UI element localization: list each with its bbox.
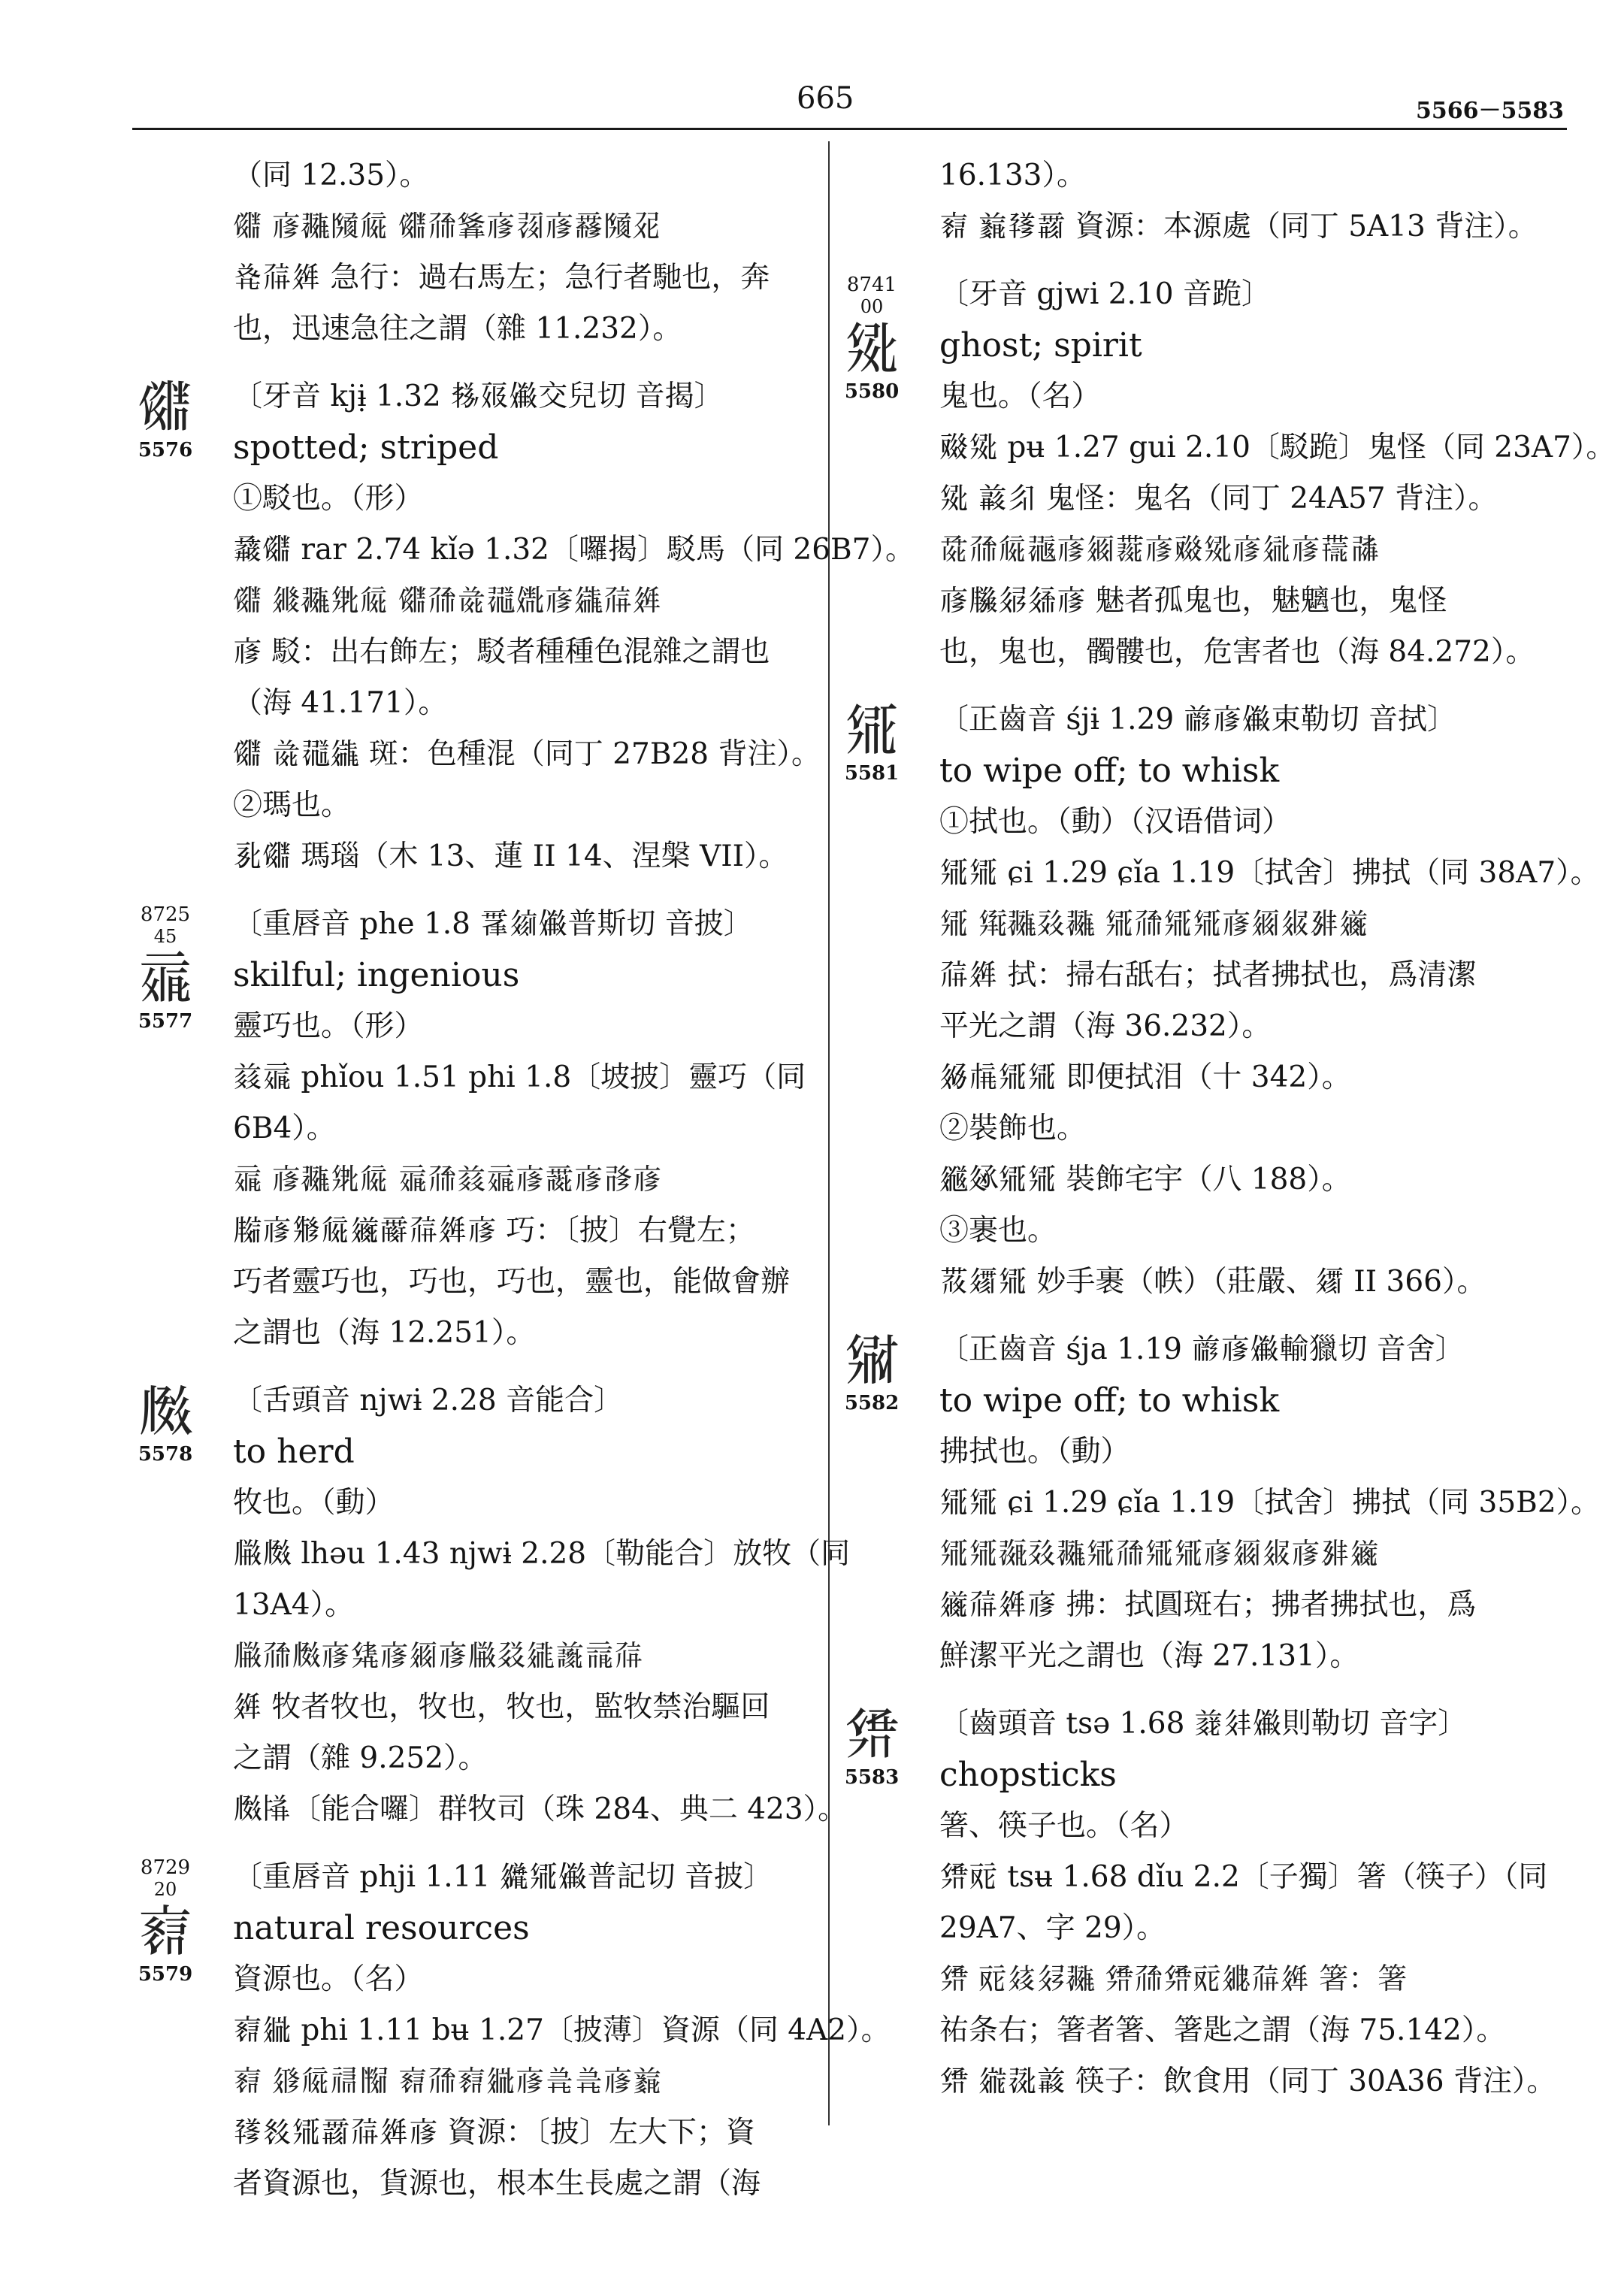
text-line: 𗚛𗨻𗊸 妙手裹（帙）（莊嚴、𗨻 II 366）。 [939, 1265, 1486, 1299]
text-line: ①拭也。（動）（汉语借词） [939, 805, 1292, 839]
entry-5579 [138, 1852, 891, 2210]
text-line: 𗇋𗹪𗣃𗤈𗇋 魅者孤鬼也，魅魑也，鬼怪 [939, 584, 1447, 618]
pronunciation-line: 〔牙音 gjwi 2.10 音跪〕 [939, 277, 1271, 311]
headword-glyph: 𗊹 [844, 316, 900, 381]
text-line: 𗤶 牧者牧也，牧也，牧也，監牧禁治驅回 [233, 1690, 770, 1724]
entry-5578 [138, 1375, 851, 1835]
headword-glyph: 𗄏 [138, 946, 193, 1011]
text-line: 𗄏 𗇋𗖵𗊢𗏁 𗄏𗗙𗑠𗄏𗇋𗵘𗇋𗰔𗇋 [233, 1163, 662, 1196]
entry-number: 5577 [138, 1010, 193, 1033]
entry-number: 5583 [844, 1766, 900, 1789]
pronunciation-line: 〔重唇音 phe 1.8 𗴳𗦻𗏹普斯切 音披〕 [233, 907, 753, 941]
entry-5580 [844, 269, 1616, 678]
pronunciation-line: 〔正齒音 śjɨ 1.29 𗑗𗇋𗏹束勒切 音拭〕 [939, 703, 1457, 737]
entry-5577 [138, 899, 806, 1359]
pronunciation-line: 〔牙音 kjɨ̣ 1.32 𗈪𗡞𗏹交兒切 音揭〕 [233, 380, 724, 413]
english-gloss: skilful; ingenious [233, 956, 520, 994]
entry-number: 5581 [844, 762, 900, 785]
entry-5581 [844, 694, 1600, 1308]
text-line: 𗆐𗆃 lhəu 1.43 njwɨ 2.28〔勒能合〕放牧（同 [233, 1537, 851, 1571]
headword-glyph: 𗊷 [844, 1328, 900, 1393]
english-gloss: ghost; spirit [939, 326, 1142, 365]
english-gloss: to wipe off; to whisk [939, 752, 1280, 790]
page-number: 665 [797, 81, 854, 116]
text-line: （同 12.35）。 [233, 159, 429, 192]
english-gloss: natural resources [233, 1909, 530, 1947]
text-line: 𗇑 𗔪𗘓𗵆 資源：本源處（同丁 5A13 背注）。 [939, 210, 1538, 244]
text-line: 29A7、字 29）。 [939, 1911, 1166, 1945]
text-line: 𗊺 𗠇𗤞𗢮𗖵 𗊺𗗙𗊺𗠇𗥓𗗚𗤶 箸：箸 [939, 1962, 1408, 1996]
english-gloss: chopsticks [939, 1756, 1117, 1794]
text-line: 𗆃𗎩〔能合囉〕群牧司（珠 284、典二 423）。 [233, 1792, 848, 1826]
entry-5582 [844, 1324, 1601, 1682]
text-line: ②裝飾也。 [939, 1112, 1087, 1145]
column-divider [828, 141, 830, 2125]
pronunciation-line: 〔舌頭音 njwɨ 2.28 音能合〕 [233, 1384, 624, 1417]
text-line: ②瑪也。 [233, 788, 351, 822]
text-line: 𗃽 𗇋𗖵𗂧𗏁 𗃽𗗙𗴪𗇋𗖌𗇋𗵒𗂧𗗯 [233, 210, 662, 244]
text-line: 𗆐𗗙𗆃𗇋𗊻𗇋𗥃𗇋𗆐𗳦𗧓𗔫𗄈𗗚 [233, 1639, 644, 1673]
code-suffix: 20 [153, 1879, 177, 1900]
text-line: 也，迅速急往之謂（雜 11.232）。 [233, 312, 682, 346]
text-line: 箸、筷子也。（名） [939, 1809, 1189, 1843]
text-line: 13A4）。 [233, 1588, 355, 1622]
text-line: 𗱕𗗙𗏁𗖹𗇋𗥃𗝆𗇋𗡁𗊹𗇋𗣼𗇋𗝏𗰜 [939, 533, 1380, 567]
right-column [844, 150, 1616, 2107]
code-suffix: 00 [860, 296, 884, 317]
headword-glyph: 𗊸 [844, 698, 900, 763]
text-line: 𗇑𗥔 phi 1.11 bʉ 1.27〔披薄〕資源（同 4A2）。 [233, 2013, 891, 2047]
text-line: （海 41.171）。 [233, 686, 448, 720]
entry-number: 5580 [844, 380, 900, 403]
text-line: 𗗚𗤶 拭：掃右舐右；拭者拂拭也，爲清潔 [939, 958, 1477, 992]
text-line: 𗎘𗃽 瑪瑙（木 13、蓮 II 14、涅槃 VII）。 [233, 840, 788, 873]
text-line: 𗃽 𗦫𗖵𗊢𗏁 𗃽𗗙𗯨𗖺𗬟𗇋𗪘𗗚𗤶 [233, 584, 662, 618]
entry-gutter [120, 376, 210, 461]
text-line: 𗇑 𗤁𗏁𗙐𗂰 𗇑𗗙𗇑𗥔𗇋𗯦𗯦𗇋𗔪 [233, 2065, 662, 2098]
text-line: 𗘓𗬥𗊸𗵆𗗚𗤶𗇋 資源：〔披〕左大下；資 [233, 2116, 755, 2149]
text-line: 𗫂𗗚𗤶𗇋 拂：拭圓斑右；拂者拂拭也，爲 [939, 1588, 1477, 1622]
text-line: 也，鬼也，髑髏也，危害者也（海 84.272）。 [939, 635, 1535, 669]
text-line: 𗊸𗊸 ɕi 1.29 ɕǐa 1.19〔拭舍〕拂拭（同 35B2）。 [939, 1486, 1601, 1520]
text-line: 平光之謂（海 36.232）。 [939, 1009, 1272, 1043]
entry-number: 5582 [844, 1392, 900, 1414]
entry-gutter [827, 1703, 917, 1789]
text-line: 者資源也，貨源也，根本生長處之謂（海 [233, 2167, 761, 2201]
text-line: 鮮潔平光之謂也（海 27.131）。 [939, 1639, 1359, 1673]
text-line: 之謂也（海 12.251）。 [233, 1316, 536, 1350]
english-gloss: to herd [233, 1432, 355, 1471]
text-line: 𗊸𗊸𗖶𗡮𗖵𗊸𗗙𗊸𗊸𗇋𗥃𗤒𗇋𗉐𗫂 [939, 1537, 1380, 1571]
text-line: ③裹也。 [939, 1214, 1057, 1248]
entry-number: 5579 [138, 1963, 193, 1986]
english-gloss: spotted; striped [233, 428, 499, 467]
text-line: 𗹨𗇋𗊬𗏁𗫂𗵣𗗚𗤶𗇋 巧：〔披〕右覺左； [233, 1214, 755, 1248]
continued-entry [939, 150, 1541, 253]
text-line: 16.133）。 [939, 159, 1086, 192]
text-line: 𗊸𗊸 ɕi 1.29 ɕǐa 1.19〔拭舍〕拂拭（同 38A7）。 [939, 856, 1600, 890]
text-line: 𗲫𗃽 rar 2.74 kǐə 1.32〔囉揭〕駁馬（同 26B7）。 [233, 533, 915, 567]
text-line: 靈巧也。（形） [233, 1009, 424, 1043]
text-line: 𗑠𗄏 phǐou 1.51 phi 1.8〔坡披〕靈巧（同 [233, 1060, 806, 1094]
text-line: 牧也。（動） [233, 1486, 395, 1520]
entry-number: 5578 [138, 1443, 193, 1466]
continued-entry [233, 150, 804, 355]
entry-gutter [120, 1380, 210, 1466]
text-line: ①駁也。（形） [233, 482, 424, 516]
text-line: 𗇋 駁：出右飾左；駁者種種色混雜之謂也 [233, 635, 770, 669]
code-number: 8729 [140, 1856, 191, 1879]
text-line: 𗢲𗍫𗊸𗊸 即便拭泪（十 342）。 [939, 1060, 1351, 1094]
pronunciation-line: 〔重唇音 phji 1.11 𗫨𗊸𗏹普記切 音披〕 [233, 1860, 773, 1894]
header-rule [132, 128, 1567, 130]
text-line: 𗡁𗊹 pʉ 1.27 gui 2.10〔駁跪〕鬼怪（同 23A7）。 [939, 431, 1616, 464]
text-line: 6B4）。 [233, 1112, 336, 1145]
code-number: 8725 [140, 903, 191, 926]
code-number: 8741 [846, 274, 897, 296]
entry-gutter [827, 699, 917, 785]
entry-number: 5576 [138, 439, 193, 461]
entry-5583 [844, 1699, 1556, 2107]
text-line: 之謂（雜 9.252）。 [233, 1741, 488, 1775]
headword-glyph: 𗃽 [138, 375, 193, 440]
text-line: 𗃽 𗯨𗖺𗪘 斑：色種混（同丁 27B28 背注）。 [233, 737, 821, 771]
entry-gutter [120, 1856, 210, 1986]
pronunciation-line: 〔齒頭音 tsə 1.68 𗓉𗢳𗏹則勒切 音字〕 [939, 1707, 1468, 1741]
text-line: 𗊸 𗋕𗖵𗡮𗖵 𗊸𗗙𗊸𗊸𗇋𗥃𗤒𗉐𗫂 [939, 907, 1368, 941]
english-gloss: to wipe off; to whisk [939, 1381, 1280, 1420]
text-line: 拂拭也。（動） [939, 1435, 1130, 1469]
headword-glyph: 𗊺 [844, 1702, 900, 1767]
text-line: 𗊹 𗓁𗼃 鬼怪：鬼名（同丁 24A57 背注）。 [939, 482, 1498, 516]
text-line: 𗪦𗫻𗊸𗊸 裝飾宅宇（八 188）。 [939, 1163, 1351, 1196]
text-line: 𘑗𗗚𗤶 急行：過右馬左；急行者馳也，奔 [233, 261, 770, 295]
headword-glyph: 𗇑 [138, 1899, 193, 1964]
text-line: 鬼也。（名） [939, 380, 1101, 413]
code-suffix: 45 [153, 926, 177, 947]
text-line: 𗊺𗠇 tsʉ 1.68 dǐu 2.2〔子獨〕箸（筷子）（同 [939, 1860, 1548, 1894]
text-line: 祐条右；箸者箸、箸匙之謂（海 75.142）。 [939, 2013, 1506, 2047]
entry-gutter [827, 274, 917, 403]
headword-glyph: 𗆃 [138, 1379, 193, 1444]
text-line: 𗊺 𗨁𗖍𗓁 筷子：飲食用（同丁 30A36 背注）。 [939, 2065, 1556, 2098]
text-line: 巧者靈巧也，巧也，巧也，靈也，能做會辦 [233, 1265, 791, 1299]
entry-range: 5566－5583 [1416, 98, 1564, 124]
pronunciation-line: 〔正齒音 śja 1.19 𗑗𗇋𗏹輸獵切 音舍〕 [939, 1333, 1465, 1366]
entry-gutter [827, 1329, 917, 1414]
entry-gutter [120, 903, 210, 1033]
text-line: 資源也。（名） [233, 1962, 424, 1996]
